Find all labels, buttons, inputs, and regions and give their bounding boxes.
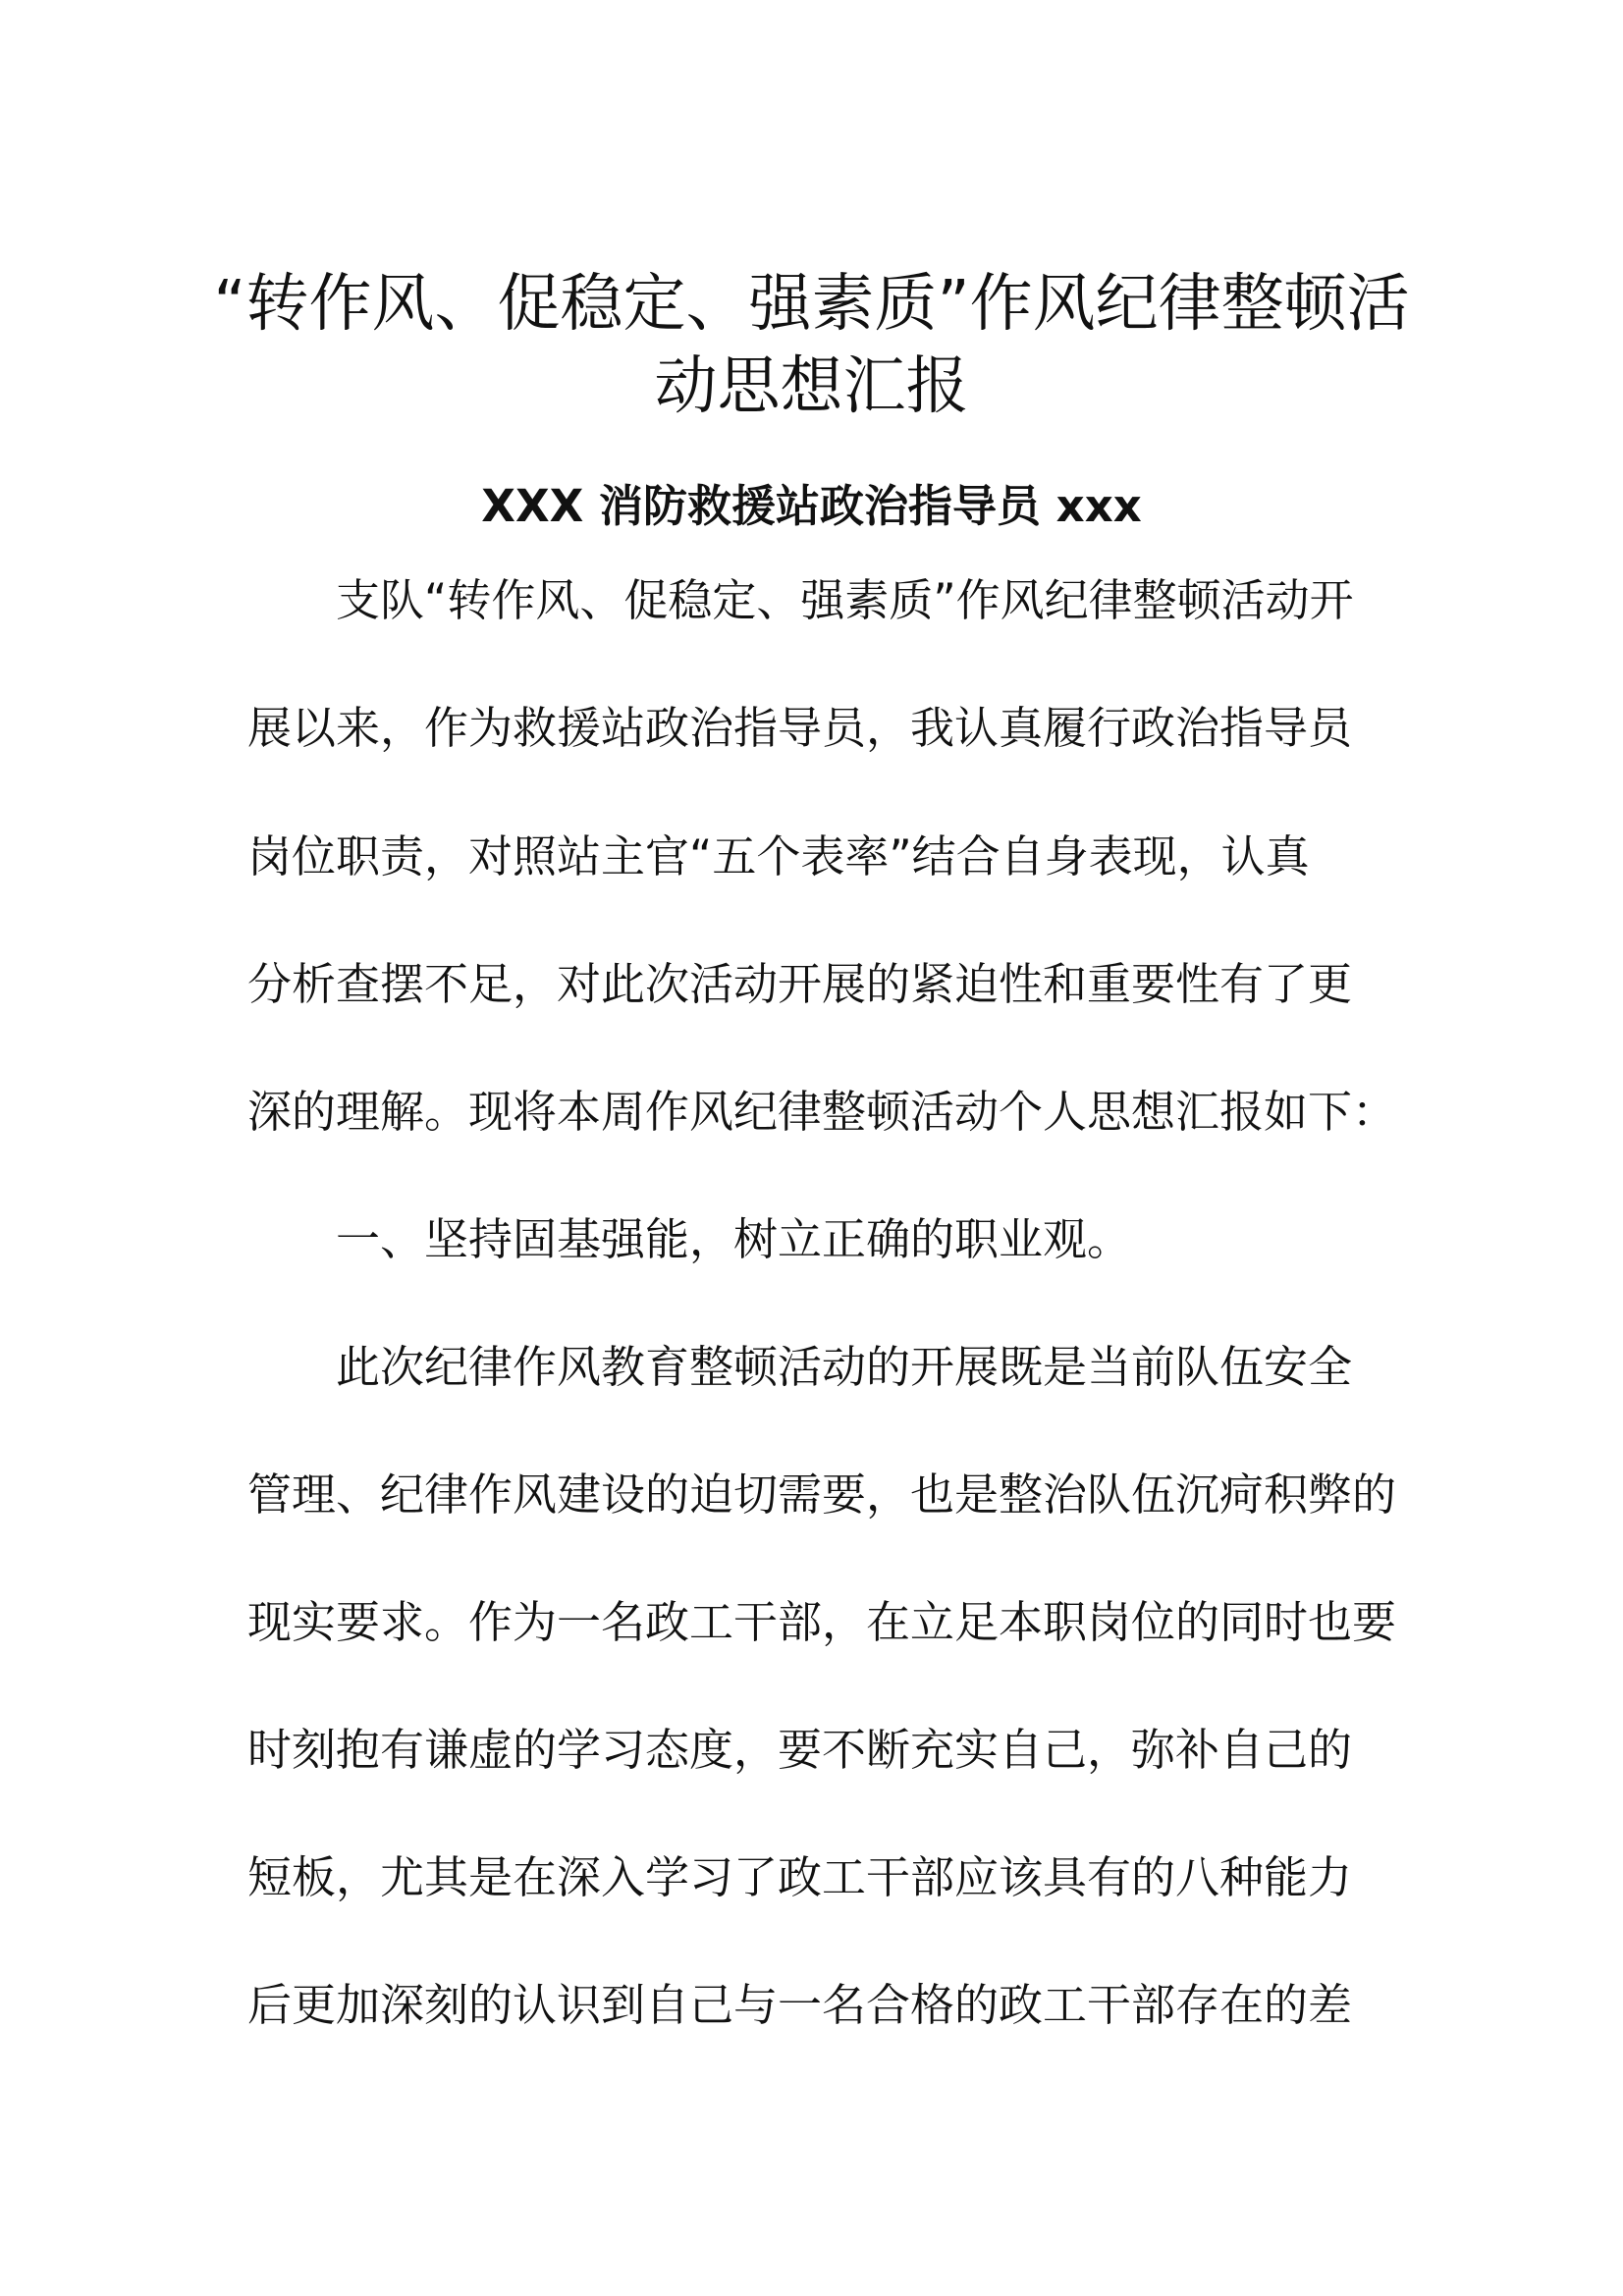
- body-line: 分析查摆不足，对此次活动开展的紧迫性和重要性有了更: [247, 958, 1353, 1010]
- body-line: 支队“转作风、促稳定、强素质”作风纪律整顿活动开: [336, 574, 1354, 626]
- document-subtitle: XXX 消防救援站政治指导员 xxx: [481, 480, 1142, 532]
- body-line: 时刻抱有谦虚的学习态度，要不断充实自己，弥补自己的: [247, 1724, 1353, 1776]
- section-heading: 一、坚持固基强能，树立正确的职业观。: [336, 1213, 1132, 1265]
- document-title-line-2: 动思想汇报: [654, 350, 969, 423]
- body-line: 现实要求。作为一名政工干部，在立足本职岗位的同时也要: [247, 1596, 1397, 1648]
- body-line: 短板，尤其是在深入学习了政工干部应该具有的八种能力: [247, 1851, 1353, 1903]
- document-title-line-1: “转作风、促稳定、强素质”作风纪律整顿活: [213, 268, 1410, 341]
- body-line: 展以来，作为救援站政治指导员，我认真履行政治指导员: [247, 702, 1353, 754]
- body-line: 后更加深刻的认识到自己与一名合格的政工干部存在的差: [247, 1979, 1353, 2031]
- body-line: 深的理解。现将本周作风纪律整顿活动个人思想汇报如下：: [247, 1086, 1397, 1138]
- body-line: 管理、纪律作风建设的迫切需要，也是整治队伍沉疴积弊的: [247, 1468, 1397, 1521]
- body-line: 岗位职责，对照站主官“五个表率”结合自身表现，认真: [247, 830, 1310, 882]
- body-line: 此次纪律作风教育整顿活动的开展既是当前队伍安全: [336, 1341, 1353, 1393]
